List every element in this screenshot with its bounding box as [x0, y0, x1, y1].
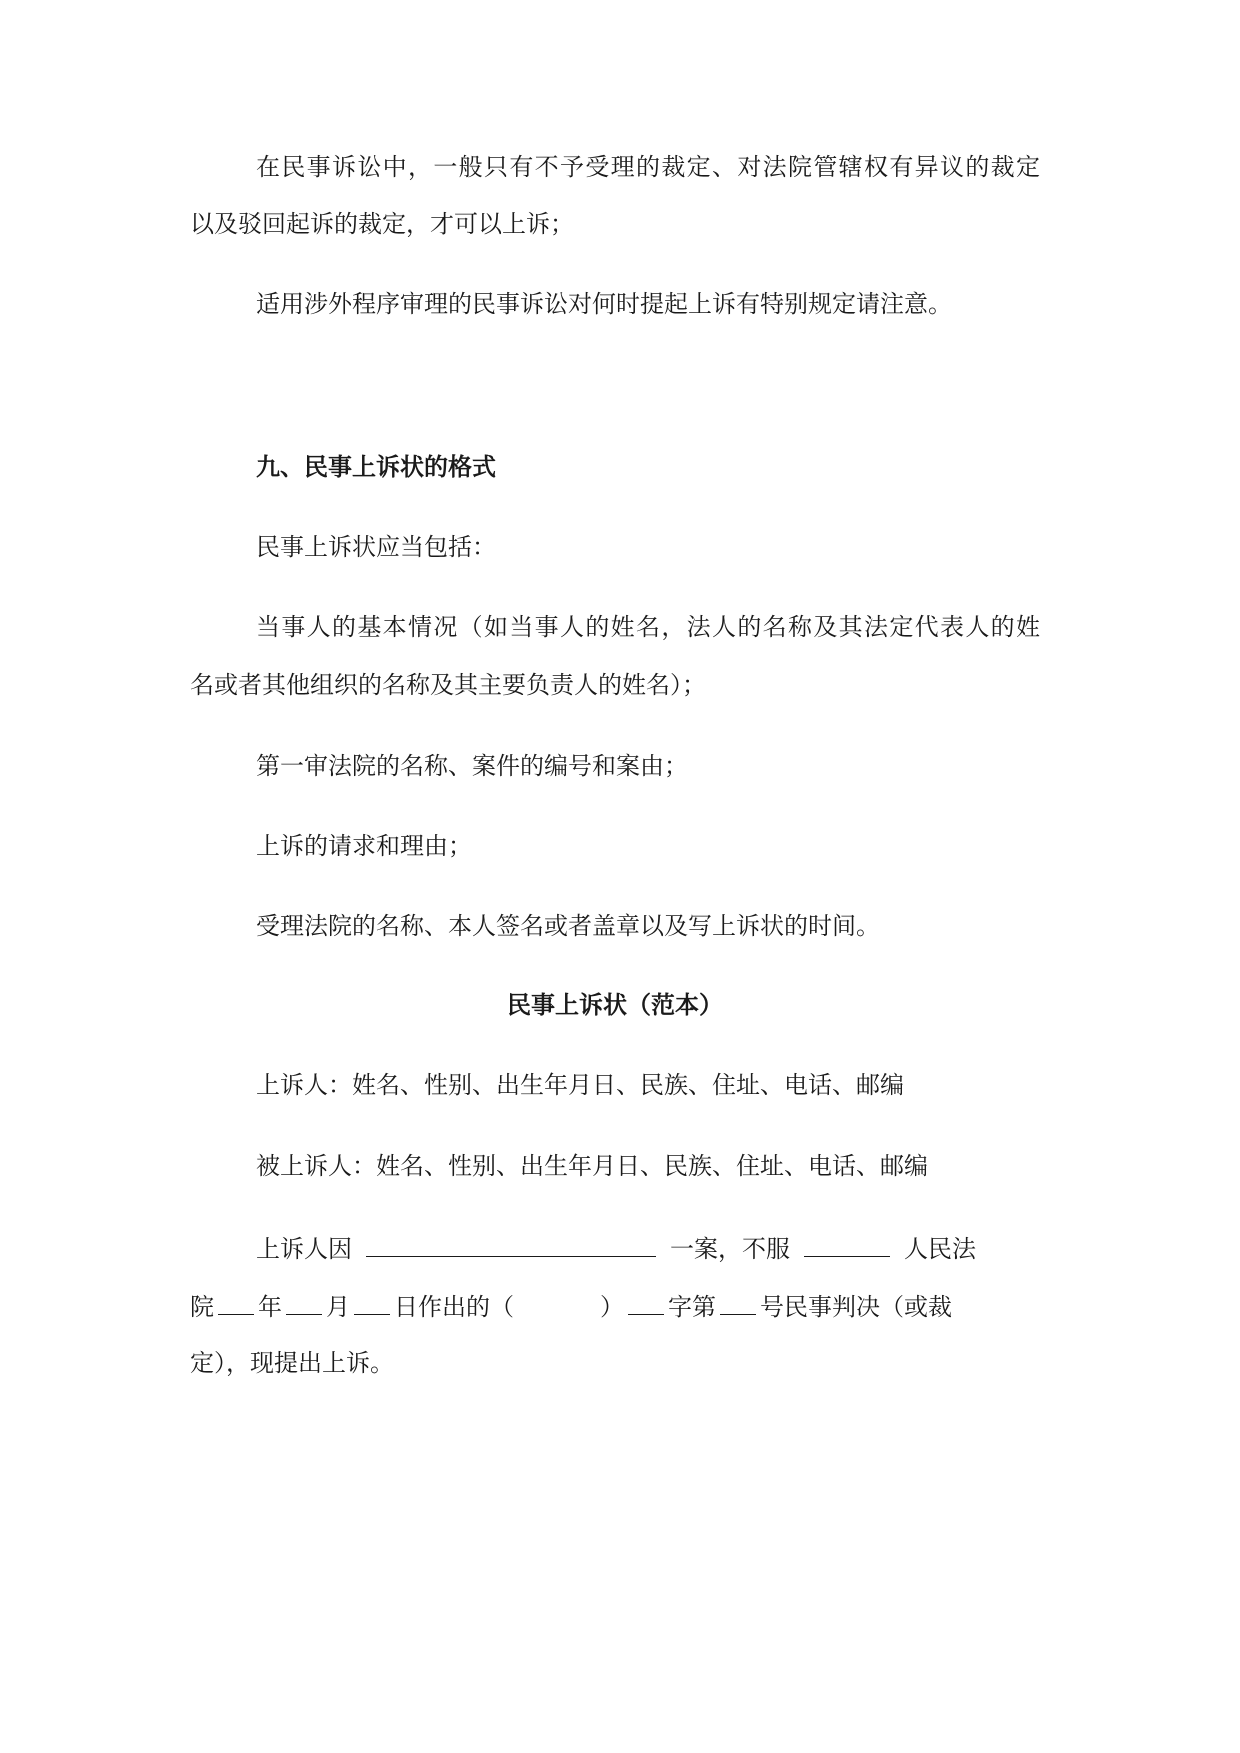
paragraph: 受理法院的名称、本人签名或者盖章以及写上诉状的时间。: [256, 912, 880, 940]
form-text: 人民法: [904, 1235, 976, 1263]
appeal-form-line-3: 定），现提出上诉。: [190, 1349, 394, 1377]
paragraph-line: 以及驳回起诉的裁定，才可以上诉；: [190, 210, 574, 238]
year-blank: [218, 1288, 254, 1315]
case-word-blank: [628, 1288, 664, 1315]
appellant-line: 上诉人：姓名、性别、出生年月日、民族、住址、电话、邮编: [256, 1071, 904, 1099]
appeal-form-line-1: [256, 1230, 1040, 1266]
form-text: 月: [326, 1293, 350, 1321]
form-text: ）: [600, 1293, 624, 1321]
form-text: 一案，不服: [670, 1235, 790, 1263]
paragraph: 上诉的请求和理由；: [256, 832, 472, 860]
month-blank: [286, 1288, 322, 1315]
court-name-blank: [804, 1230, 890, 1257]
paragraph-line: 名或者其他组织的名称及其主要负责人的姓名）；: [190, 671, 706, 699]
appellee-line: 被上诉人：姓名、性别、出生年月日、民族、住址、电话、邮编: [256, 1152, 928, 1180]
appeal-form-line-2: [190, 1288, 1040, 1324]
case-name-blank: [366, 1230, 656, 1257]
sample-title: 民事上诉状（范本）: [507, 990, 723, 1019]
form-text: 年: [258, 1293, 282, 1321]
form-text: 号民事判决（或裁: [760, 1293, 952, 1321]
paragraph: 适用涉外程序审理的民事诉讼对何时提起上诉有特别规定请注意。: [256, 290, 952, 318]
form-text: 日作出的（: [394, 1293, 514, 1321]
paragraph-line: 当事人的基本情况（如当事人的姓名，法人的名称及其法定代表人的姓: [256, 613, 1040, 641]
day-blank: [354, 1288, 390, 1315]
paragraph-line: 在民事诉讼中，一般只有不予受理的裁定、对法院管辖权有异议的裁定: [256, 153, 1040, 181]
paragraph: 第一审法院的名称、案件的编号和案由；: [256, 752, 688, 780]
case-number-blank: [720, 1288, 756, 1315]
form-text: 上诉人因: [256, 1235, 352, 1263]
form-text: 字第: [668, 1293, 716, 1321]
section-heading: 九、民事上诉状的格式: [256, 452, 496, 481]
form-text: 院: [190, 1293, 214, 1321]
paragraph: 民事上诉状应当包括：: [256, 533, 496, 561]
